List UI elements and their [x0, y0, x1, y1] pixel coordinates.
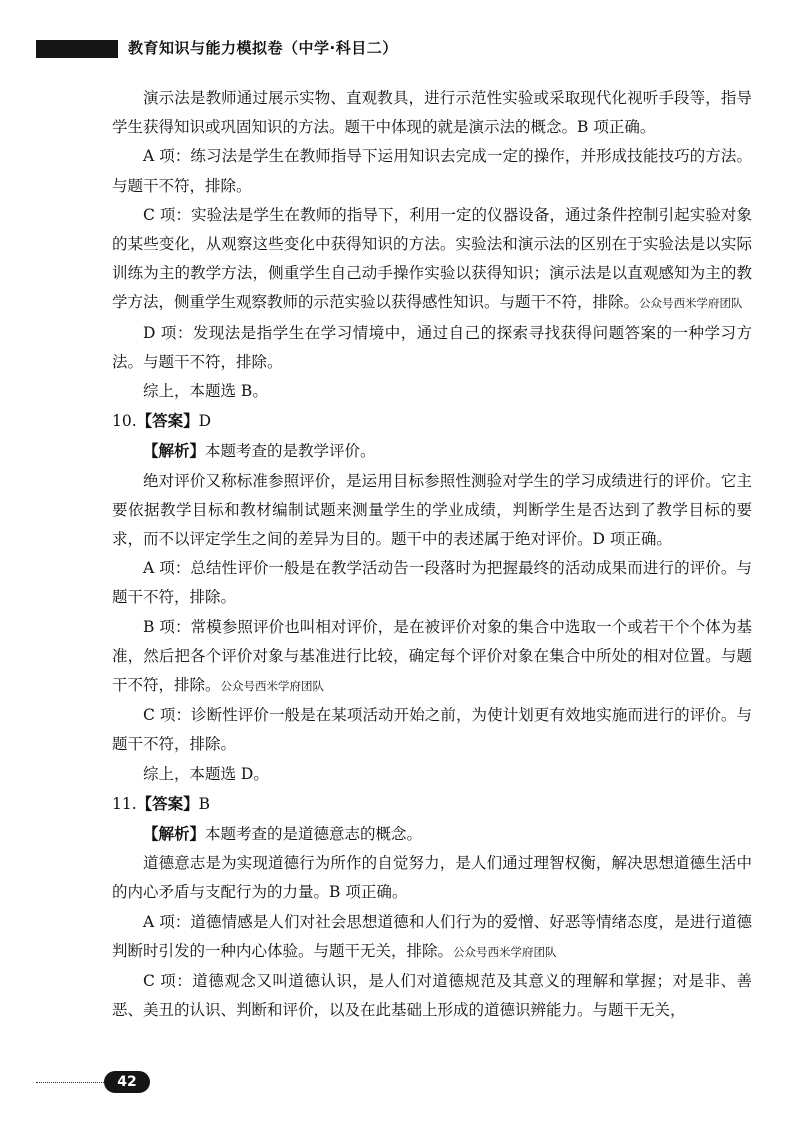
- question-10-answer: [112, 406, 752, 436]
- analysis-text: 本题考查的是道德意志的概念。: [205, 825, 423, 844]
- page-content: [112, 84, 752, 1026]
- page-number-badge: 42: [104, 1071, 150, 1093]
- answer-value: D: [198, 412, 212, 431]
- answer-label: 【答案】: [136, 411, 199, 431]
- paragraph: D 项：发现法是指学生在学习情境中，通过自己的探索寻找获得问题答案的一种学习方法。与题干不符，排除。: [112, 323, 752, 371]
- paragraph: 综上，本题选 B。: [143, 382, 268, 401]
- answer-label: 【答案】: [136, 793, 199, 813]
- analysis-label: 【解析】: [143, 824, 206, 844]
- watermark-text: 公众号西米学府团队: [639, 296, 743, 311]
- paragraph: [112, 201, 752, 319]
- paragraph-text: C 项：实验法是学生在教师的指导下，利用一定的仪器设备，通过条件控制引起实验对象的某些变化，从观察这些变化中获得知识的方法。实验法和演示法的区别在于实验法是以实际训练为主的教学方法，侧重学生自己动手操作实验以获得知识；演示法是以直观感知为主的教学方法，侧重学生观察教师的示范实验以获得感性知识。与题干不符，排除。: [112, 205, 752, 312]
- paragraph: 演示法是教师通过展示实物、直观教具，进行示范性实验或采取现代化视听手段等，指导学生获得知识或巩固知识的方法。题干中体现的就是演示法的概念。B 项正确。: [112, 89, 752, 137]
- analysis-label: 【解析】: [143, 441, 206, 461]
- paragraph: [112, 908, 752, 967]
- paragraph: [112, 613, 752, 702]
- paragraph: A 项：总结性评价一般是在教学活动告一段落时为把握最终的活动成果而进行的评价。与题干不符，排除。: [112, 559, 752, 607]
- paragraph: 道德意志是为实现道德行为所作的自觉努力，是人们通过理智权衡，解决思想道德生活中的内心矛盾与支配行为的力量。B 项正确。: [112, 854, 752, 902]
- paragraph-text: A 项：道德情感是人们对社会思想道德和人们行为的爱憎、好恶等情绪态度，是进行道德判断时引发的一种内心体验。与题干无关，排除。: [112, 912, 752, 960]
- paragraph-text: B 项：常模参照评价也叫相对评价，是在被评价对象的集合中选取一个或若干个个体为基准，然后把各个评价对象与基准进行比较，确定每个评价对象在集合中所处的相对位置。与题干不符，排除。: [112, 617, 752, 695]
- paragraph: C 项：诊断性评价一般是在某项活动开始之前，为使计划更有效地实施而进行的评价。与题干不符，排除。: [112, 706, 752, 754]
- watermark-text: 公众号西米学府团队: [453, 944, 557, 959]
- answer-value: B: [198, 794, 211, 813]
- footer-divider: [36, 1082, 108, 1083]
- question-10-analysis: [112, 436, 752, 466]
- paragraph: C 项：道德观念又叫道德认识，是人们对道德规范及其意义的理解和掌握；对是非、善恶、美丑的认识、判断和评价，以及在此基础上形成的道德识辨能力。与题干无关，: [112, 972, 752, 1020]
- header-title: 教育知识与能力模拟卷（中学·科目二）: [128, 39, 398, 57]
- paragraph: A 项：练习法是学生在教师指导下运用知识去完成一定的操作，并形成技能技巧的方法。与题干不符，排除。: [112, 147, 752, 195]
- question-number: 11.: [112, 794, 137, 813]
- paragraph: 绝对评价又称标准参照评价，是运用目标参照性测验对学生的学习成绩进行的评价。它主要依据教学目标和教材编制试题来测量学生的学业成绩，判断学生是否达到了教学目标的要求，而不以评定学生之间的差异为目的。题干中的表述属于绝对评价。D 项正确。: [112, 471, 752, 549]
- paragraph: 综上，本题选 D。: [143, 764, 269, 783]
- header-bar: [36, 40, 118, 58]
- question-number: 10.: [112, 412, 137, 431]
- analysis-text: 本题考查的是教学评价。: [205, 442, 376, 461]
- question-11-analysis: [112, 819, 752, 849]
- watermark-text: 公众号西米学府团队: [220, 679, 325, 694]
- question-11-answer: [112, 789, 752, 819]
